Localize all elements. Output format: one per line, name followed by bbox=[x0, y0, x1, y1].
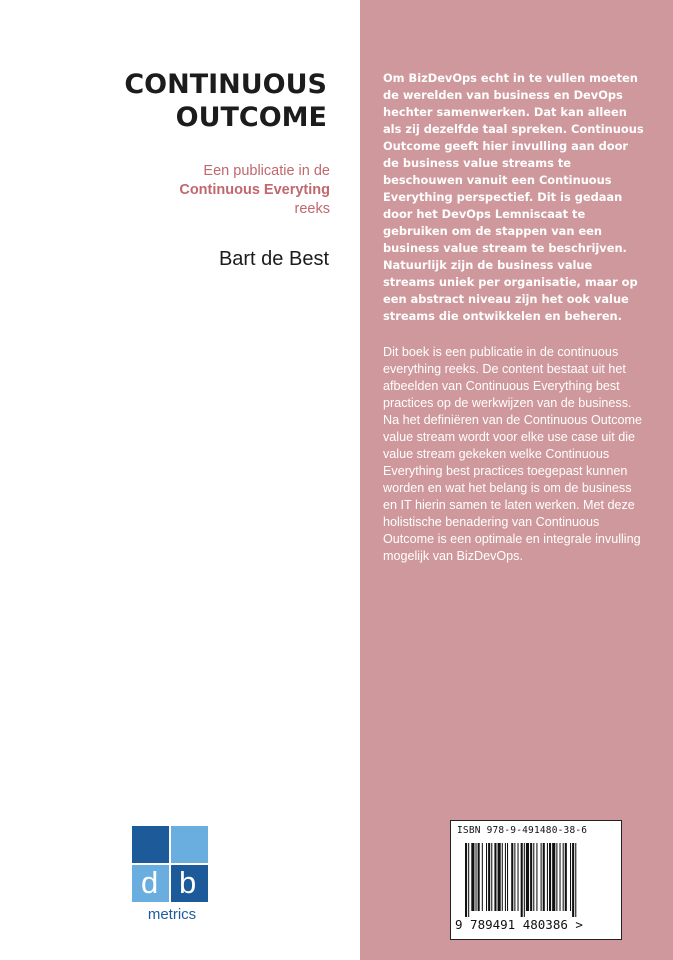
barcode-bar bbox=[486, 843, 487, 911]
series-name: Continuous Everyting bbox=[179, 182, 330, 198]
barcode-bars bbox=[465, 843, 617, 917]
barcode-bar bbox=[491, 843, 492, 911]
barcode-bar bbox=[518, 843, 519, 911]
title-line-2: OUTCOME bbox=[175, 102, 327, 133]
isbn-barcode bbox=[450, 820, 622, 940]
logo-letter-d: d bbox=[141, 865, 159, 900]
barcode-digits: 9 789491 480386 > bbox=[455, 917, 583, 932]
barcode-bar bbox=[498, 843, 501, 911]
book-title bbox=[7, 68, 327, 134]
barcode-bar bbox=[543, 843, 545, 911]
logo-wordmark: metrics bbox=[147, 906, 197, 923]
logo-square-tl bbox=[132, 826, 169, 863]
series-line-1: Een publicatie in de bbox=[203, 163, 330, 179]
barcode-bar bbox=[560, 843, 561, 911]
barcode-bar bbox=[514, 843, 515, 911]
title-line-1: CONTINUOUS bbox=[124, 69, 327, 100]
barcode-bar bbox=[521, 843, 523, 917]
barcode-bar bbox=[533, 843, 534, 911]
barcode-bar bbox=[552, 843, 555, 911]
barcode-bar bbox=[488, 843, 490, 911]
series-note bbox=[30, 162, 330, 219]
barcode-bar bbox=[478, 843, 480, 911]
author-name: Bart de Best bbox=[218, 248, 329, 270]
barcode-bar bbox=[541, 843, 542, 911]
barcode-bar bbox=[494, 843, 496, 911]
barcode-bar bbox=[547, 843, 548, 911]
barcode-bar bbox=[530, 843, 532, 911]
barcode-bar bbox=[556, 843, 557, 911]
barcode-bar bbox=[565, 843, 567, 911]
barcode-bar bbox=[511, 843, 513, 911]
barcode-bar bbox=[502, 843, 503, 911]
barcode-bar bbox=[507, 843, 508, 911]
barcode-bar bbox=[570, 843, 571, 911]
blurb-bold-paragraph: Om BizDevOps echt in te vullen moeten de werelden van business en DevOps hechter samenwerken. Dat kan alleen als zij dezelfde taal spreken. Continuous Outcome geeft hier invulling aan door de business value streams te beschouwen vanuit een Continuous Everything perspectief. Dit is gedaan door het DevOps Lemniscaat te gebruiken om de stappen van een business value stream te beschrijven. Natuurlijk zijn de business value streams uniek per organisatie, maar op een abstract niveau zijn het ook value streams die ontwikkelen en beheren. bbox=[383, 71, 644, 323]
barcode-bar bbox=[505, 843, 506, 911]
isbn-text: ISBN 978-9-491480-38-6 bbox=[457, 825, 588, 836]
barcode-bar bbox=[482, 843, 483, 911]
barcode-bar bbox=[563, 843, 564, 911]
barcode-bar bbox=[572, 843, 574, 917]
barcode-bar bbox=[526, 843, 529, 911]
blurb-regular-paragraph: Dit boek is een publicatie in de continuous everything reeks. De content bestaat uit het afbeelden van Continuous Everything best practices op de werkwijzen van de business. Na het definiëren van de Continuous Outcome value stream wordt voor elke use case uit die value stream gekeken welke Continuous Everything best practices toegepast kunnen worden en wat het belang is om de business en IT hierin samen te laten werken. Met deze holistische benadering van Continuous Outcome is een optimale en integrale invulling mogelijk van BizDevOps. bbox=[383, 345, 643, 563]
logo-letter-b: b bbox=[179, 865, 197, 900]
logo-square-tr bbox=[171, 826, 208, 863]
barcode-bar bbox=[468, 843, 469, 917]
barcode-bar bbox=[476, 843, 477, 911]
barcode-bar bbox=[575, 843, 576, 917]
barcode-bar bbox=[465, 843, 467, 917]
barcode-bar bbox=[471, 843, 474, 911]
barcode-bar bbox=[549, 843, 551, 911]
barcode-bar bbox=[536, 843, 537, 911]
series-line-3: reeks bbox=[294, 201, 330, 217]
barcode-bar bbox=[524, 843, 525, 917]
db-metrics-logo bbox=[132, 826, 212, 922]
